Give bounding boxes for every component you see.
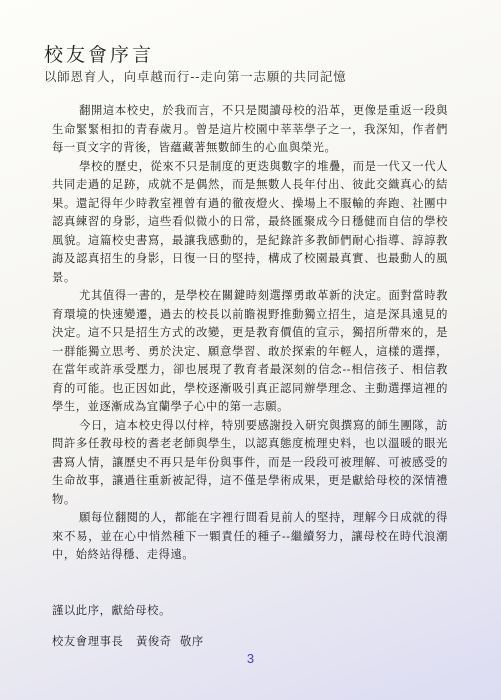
paragraph: 翻開這本校史，於我而言，不只是閱讀母校的沿革，更像是重返一段與生命緊緊相扣的青春歲月。曾是這片校園中莘莘學子之一，我深知，作者們每一頁文字的背後，皆蘊藏著無數師生的心血與榮光。 — [52, 104, 448, 154]
paragraph: 今日，這本校史得以付梓，特別要感謝投入研究與撰寫的師生團隊，訪問許多任教母校的耆老老師與學生，以認真態度梳理史料，也以溫暖的眼光書寫人情，讓歷史不再只是年份與事件，而是一段段可被理解、可被感受的生命故事，讓過往重新被記得，這不僅是學術成果，更是獻給母校的深情禮物。 — [52, 418, 448, 506]
page-number: 3 — [246, 651, 255, 666]
page-subtitle: 以師恩育人，向卓越而行--走向第一志願的共同記憶 — [44, 69, 347, 84]
body-text — [52, 102, 448, 565]
closing-line: 謹以此序，獻給母校。 — [52, 604, 171, 617]
paragraph: 學校的歷史，從來不只是制度的更迭與數字的堆疊，而是一代又一代人共同走過的足跡，成就不是偶然，而是無數人長年付出、彼此交織真心的結果。還記得年少時教室裡曾有過的徹夜燈火、操場上不服輸的奔跑、社團中認真練習的身影，這些看似微小的日常，最終匯聚成今日穩健而自信的學校風貌。這篇校史書寫，最讓我感動的，是紀錄許多教師們耐心指導、諄諄教誨及認真招生的身影，日復一日的堅持，構成了校園最真實、也最動人的風景。 — [52, 159, 448, 284]
page-title: 校友會序言 — [44, 44, 155, 66]
signature: 校友會理事長 黃俊奇 敬序 — [52, 635, 204, 648]
paragraph: 尤其值得一書的，是學校在關鍵時刻選擇勇敢革新的決定。面對當時教育環境的快速變遷，過去的校長以前瞻視野推動獨立招生，這是深具遠見的決定。這不只是招生方式的改變，更是教育價值的宣示，獨招所帶來的，是一群能獨立思考、勇於決定、願意學習、敢於探索的年輕人，這樣的選擇，在當年或許承受壓力，卻也展現了教育者最深刻的信念--相信孩子、相信教育的可能。也正因如此，學校逐漸吸引真正認同辦學理念、主動選擇這裡的學生，並逐漸成為宜蘭學子心中的第一志願。 — [52, 289, 448, 413]
paragraph: 願每位翻閱的人，都能在字裡行間看見前人的堅持，理解今日成就的得來不易，並在心中悄然種下一顆責任的種子--繼續努力，讓母校在時代浪潮中，始終站得穩、走得遠。 — [52, 511, 448, 561]
